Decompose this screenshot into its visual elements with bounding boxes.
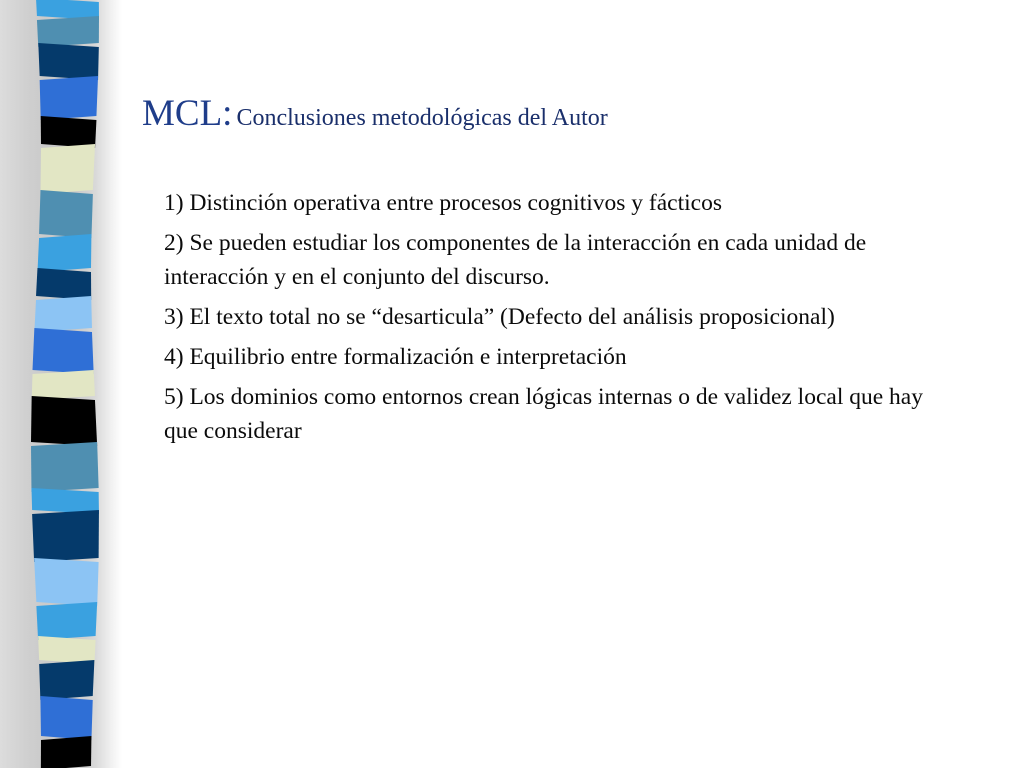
strip-segment: [36, 602, 97, 640]
slide-title-main: MCL:: [142, 93, 233, 134]
strip-segment: [31, 396, 97, 446]
strip-segment: [31, 442, 99, 492]
strip-segment: [34, 558, 99, 606]
strip-segment: [40, 76, 98, 120]
list-item: 4) Equilibrio entre formalización e interpretación: [164, 344, 627, 370]
list-item: 3) El texto total no se “desarticula” (Defecto del análisis proposicional): [164, 304, 835, 330]
list-item: 2) Se pueden estudiar los componentes de la interacción en cada unidad de interacción y en el conjunto del discurso.: [164, 230, 867, 290]
strip-segment: [37, 16, 99, 47]
list-item: 1) Distinción operativa entre procesos cognitivos y fácticos: [164, 190, 722, 216]
slide-title-sub: Conclusiones metodológicas del Autor: [236, 105, 608, 131]
strip-segment: [32, 370, 95, 400]
strip-segment: [37, 234, 91, 272]
strip-segment: [33, 328, 94, 374]
strip-segment: [31, 488, 98, 514]
strip-segment: [36, 268, 91, 300]
strip-segment: [38, 636, 96, 664]
strip-segment: [34, 296, 92, 332]
strip-segment: [41, 144, 96, 194]
decorative-color-strip: [0, 0, 122, 768]
strip-segment: [38, 43, 99, 80]
strip-segment: [39, 190, 93, 238]
strip-segment: [40, 696, 92, 740]
strip-segment: [41, 116, 97, 148]
list-item: 5) Los dominios como entornos crean lógicas internas o de validez local que hay que considerar: [164, 384, 923, 444]
conclusions-list: [164, 186, 924, 454]
strip-segment: [32, 510, 99, 562]
slide-title: [142, 92, 608, 135]
strip-segment: [39, 660, 94, 700]
strip-segment: [41, 736, 92, 768]
